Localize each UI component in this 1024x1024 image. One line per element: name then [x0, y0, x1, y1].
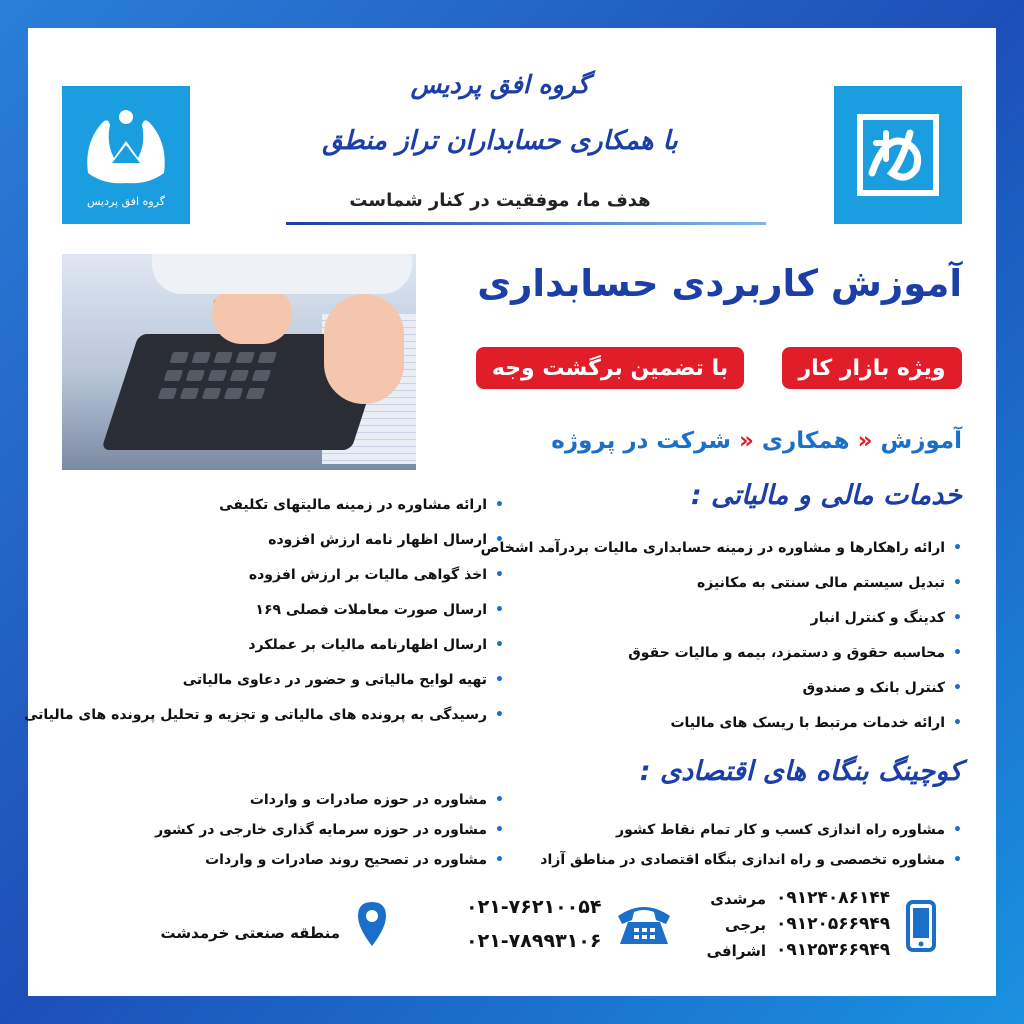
- step-training: آموزش: [880, 428, 962, 454]
- list-item: • اخذ گواهی مالیات بر ارزش افزوده: [24, 567, 504, 602]
- list-item: • رسیدگی به پرونده های مالیاتی و تجزیه و تحلیل پرونده های مالیاتی: [24, 707, 504, 742]
- list-item: • ارسال اظهارنامه مالیات بر عملکرد: [24, 637, 504, 672]
- list-item: • مشاوره در حوزه صادرات و واردات: [155, 792, 504, 822]
- taraz-mantegh-logo-icon: [846, 103, 950, 207]
- badge-job-market: ویژه بازار کار: [782, 347, 962, 389]
- list-item: • کدینگ و کنترل انبار: [481, 610, 962, 645]
- calc-key: [252, 370, 272, 381]
- mobile-number-1[interactable]: ۰۹۱۲۴۰۸۶۱۴۴: [776, 888, 891, 908]
- course-title: آموزش کاربردی حسابداری: [477, 262, 962, 305]
- contact-name-1: مرشدی: [710, 890, 766, 908]
- calc-key: [169, 352, 189, 363]
- list-item: • مشاوره در تصحیح روند صادرات و واردات: [155, 852, 504, 882]
- calc-key: [224, 388, 244, 399]
- coaching-list-right: [540, 822, 962, 882]
- list-item: • ارسال اظهار نامه ارزش افزوده: [24, 532, 504, 567]
- calc-key: [246, 388, 266, 399]
- mobile-phone-icon: [906, 900, 936, 956]
- mobile-number-2[interactable]: ۰۹۱۲۰۵۶۶۹۴۹: [776, 914, 891, 934]
- header-divider: [286, 222, 766, 225]
- list-item: • ارائه خدمات مرتبط با ریسک های مالیات: [481, 715, 962, 750]
- hand-right: [324, 294, 404, 404]
- calc-key: [235, 352, 255, 363]
- calc-key: [158, 388, 178, 399]
- list-item: • کنترل بانک و صندوق: [481, 680, 962, 715]
- mobile-number-3[interactable]: ۰۹۱۲۵۳۶۶۹۴۹: [776, 940, 891, 960]
- coaching-title: کوچینگ بنگاه های اقتصادی :: [639, 756, 962, 787]
- chevron-icon: «: [739, 428, 754, 454]
- phone-number-2[interactable]: ۰۲۱-۷۸۹۹۳۱۰۶: [466, 930, 602, 952]
- contact-name-3: اشرافی: [706, 942, 766, 960]
- calc-key: [230, 370, 250, 381]
- financial-list-right: [481, 540, 962, 750]
- telephone-icon: [614, 898, 674, 952]
- partner-line: با همکاری حسابداران تراز منطق: [322, 126, 678, 156]
- calc-key: [213, 352, 233, 363]
- calc-key: [191, 352, 211, 363]
- list-item: • ارائه راهکارها و مشاوره در زمینه حسابداری مالیات بردرآمد اشخاص: [481, 540, 962, 575]
- list-item: • مشاوره در حوزه سرمایه گذاری خارجی در کشور: [155, 822, 504, 852]
- step-cooperation: همکاری: [761, 428, 850, 454]
- steps-row: [440, 428, 962, 454]
- address: منطقه صنعتی خرمدشت: [160, 924, 340, 942]
- group-name: گروه افق پردیس: [410, 70, 590, 99]
- list-item: • تبدیل سیستم مالی سنتی به مکانیزه: [481, 575, 962, 610]
- calc-key: [180, 388, 200, 399]
- contact-name-2: برجی: [725, 916, 766, 934]
- list-item: • مشاوره تخصصی و راه اندازی بنگاه اقتصادی در مناطق آزاد: [540, 852, 962, 882]
- coaching-list-left: [155, 792, 504, 882]
- list-item: • ارسال صورت معاملات فصلی ۱۶۹: [24, 602, 504, 637]
- calculator-photo: [62, 254, 416, 470]
- calc-key: [164, 370, 184, 381]
- calc-key: [186, 370, 206, 381]
- step-project: شرکت در پروژه: [551, 428, 732, 454]
- list-item: • ارائه مشاوره در زمینه مالیتهای تکلیفی: [24, 497, 504, 532]
- financial-list-left: [24, 497, 504, 742]
- list-item: • تهیه لوایح مالیاتی و حضور در دعاوی مالیاتی: [24, 672, 504, 707]
- ofogh-pardis-logo: [62, 86, 190, 224]
- slogan: هدف ما، موفقیت در کنار شماست: [349, 190, 651, 211]
- calc-key: [257, 352, 277, 363]
- left-logo-caption: گروه افق پردیس: [87, 194, 165, 208]
- list-item: • مشاوره راه اندازی کسب و کار تمام نقاط کشور: [540, 822, 962, 852]
- financial-services-title: خدمات مالی و مالیاتی :: [690, 480, 962, 511]
- calc-key: [208, 370, 228, 381]
- sleeve: [152, 254, 412, 294]
- list-item: • محاسبه حقوق و دستمزد، بیمه و مالیات حقوق: [481, 645, 962, 680]
- location-pin-icon: [356, 900, 388, 952]
- badge-money-back: با تضمین برگشت وجه: [476, 347, 744, 389]
- chevron-icon: «: [857, 428, 873, 454]
- phone-number-1[interactable]: ۰۲۱-۷۶۲۱۰۰۵۴: [466, 896, 602, 918]
- hands-logo-icon: [78, 103, 174, 193]
- calc-key: [202, 388, 222, 399]
- taraz-mantegh-logo: [834, 86, 962, 224]
